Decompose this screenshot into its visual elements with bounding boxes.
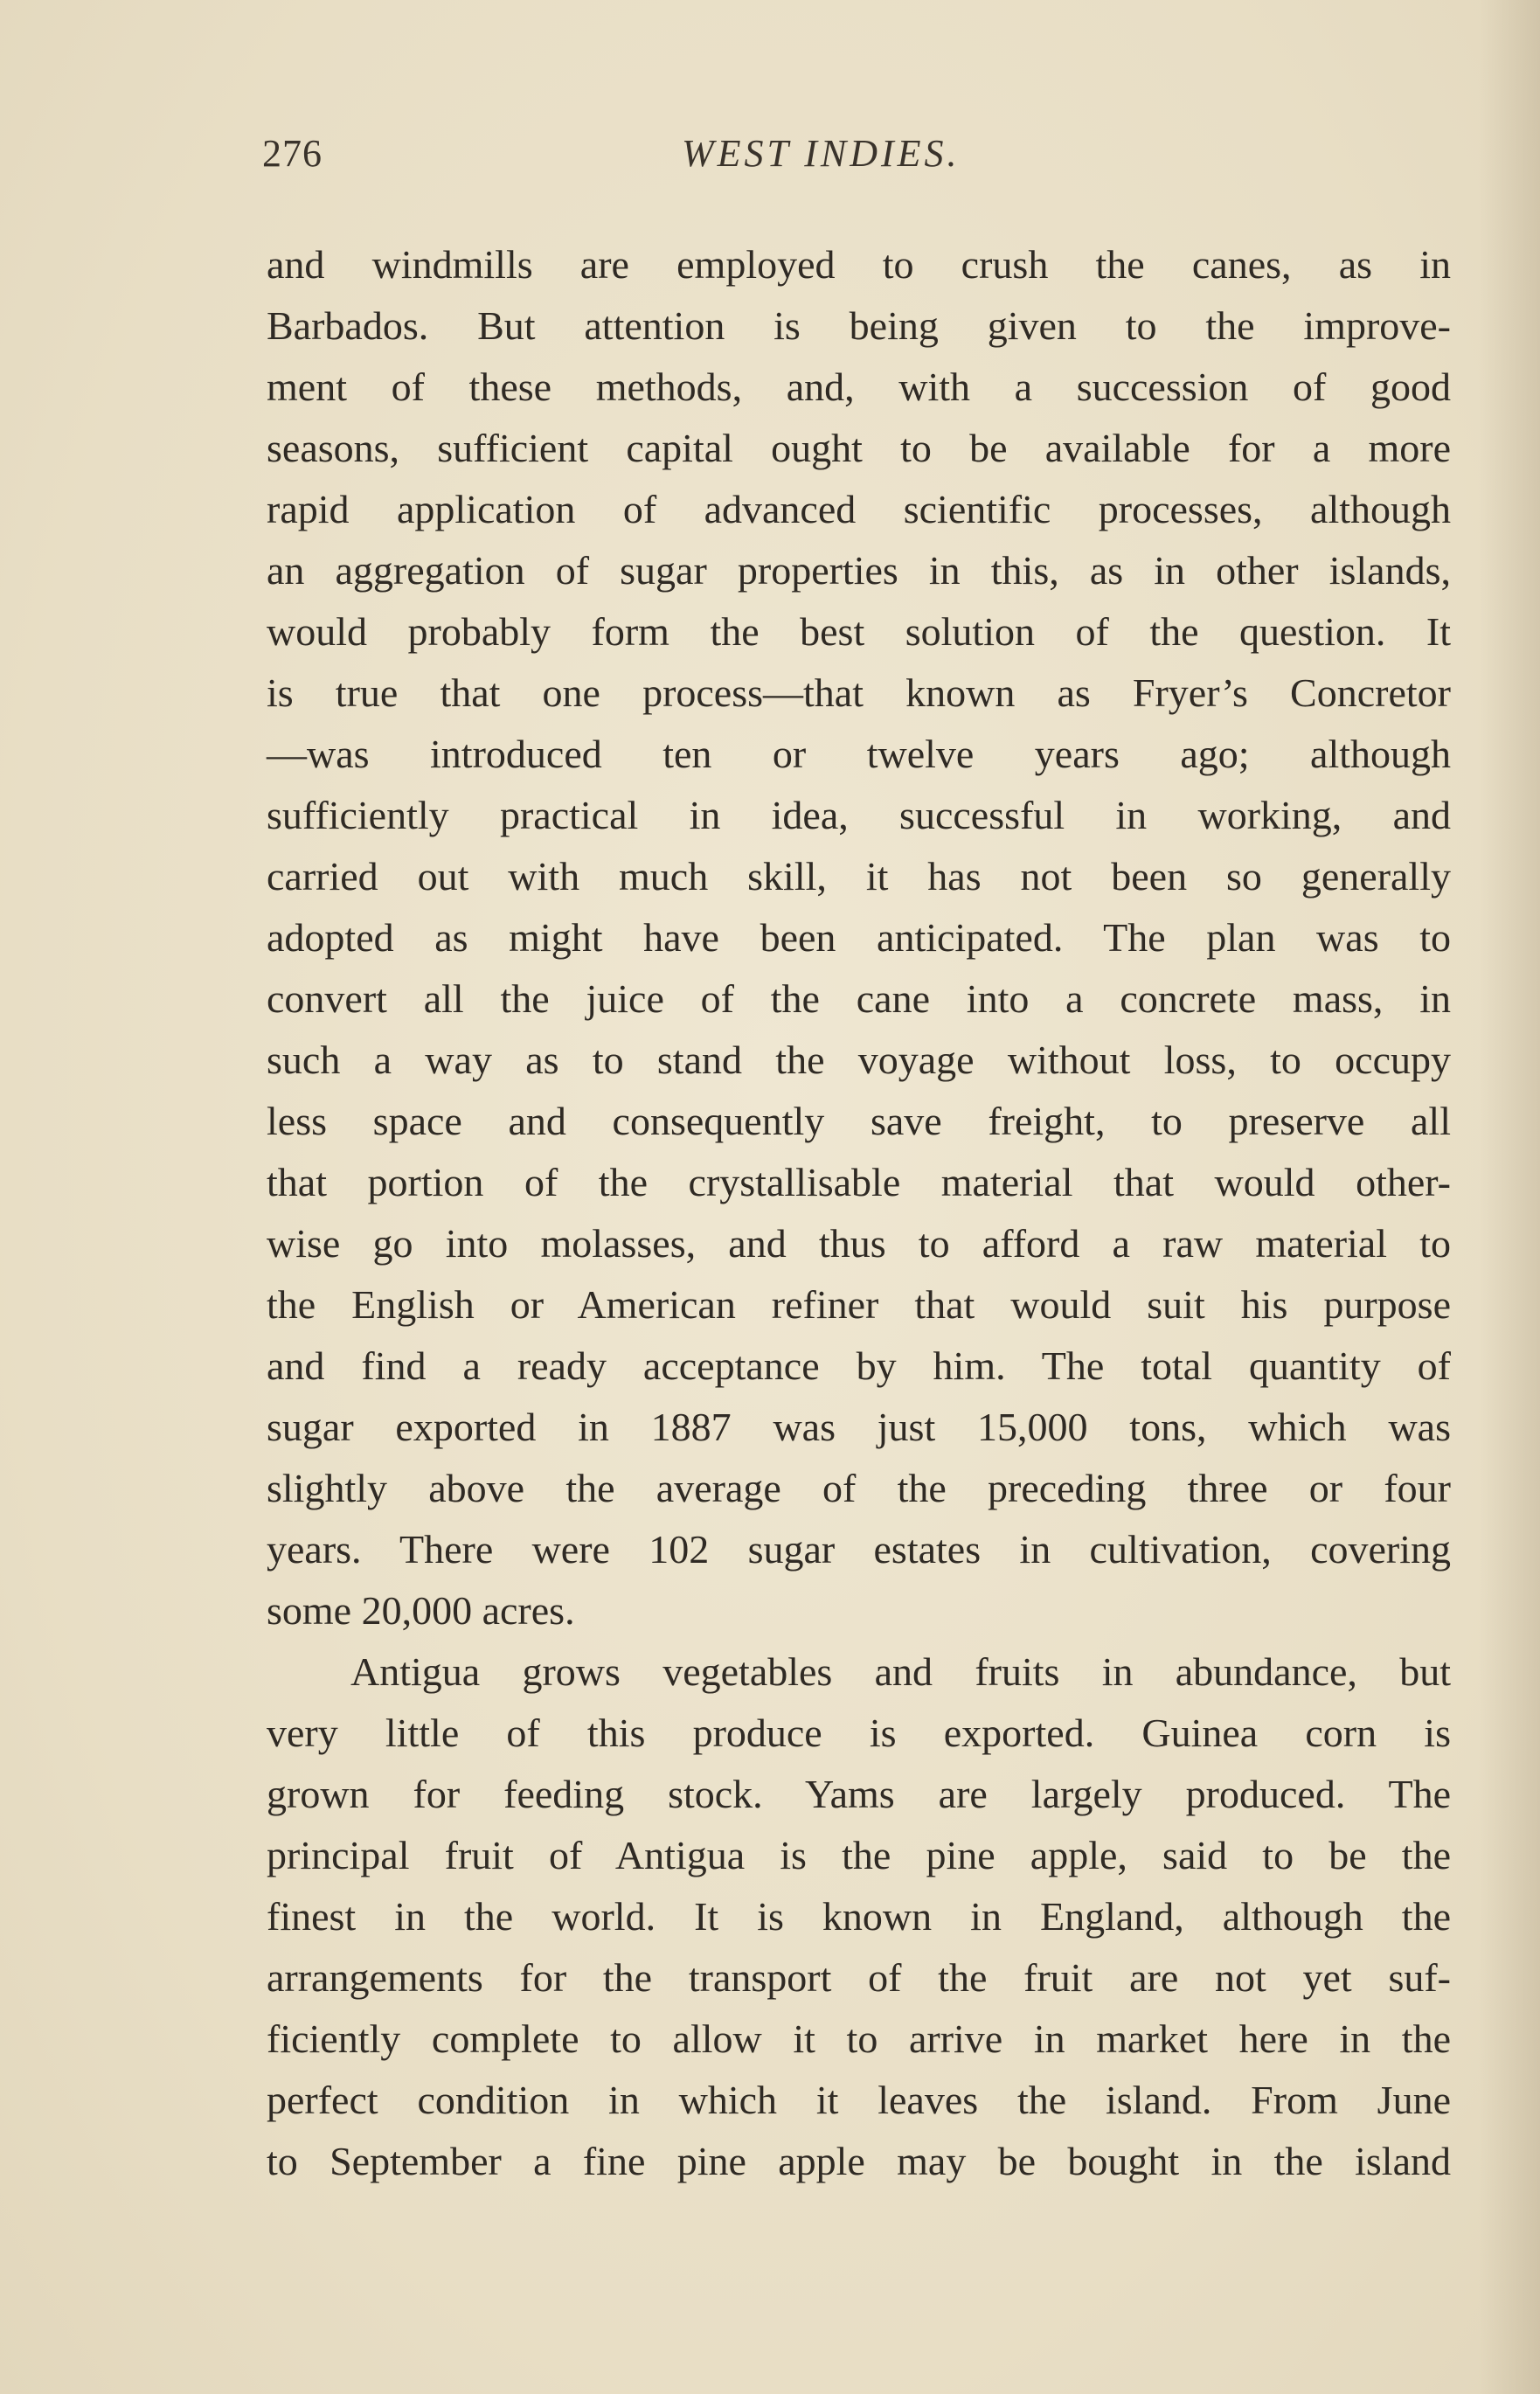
running-head	[262, 131, 1398, 192]
text-line: to September a fine pine apple may be bought in the island	[267, 2139, 1451, 2183]
text-line: convert all the juice of the cane into a concrete mass, in	[267, 976, 1451, 1021]
text-line: arrangements for the transport of the fruit are not yet suf-	[267, 1955, 1451, 2000]
text-line: principal fruit of Antigua is the pine apple, said to be the	[267, 1833, 1451, 1877]
paragraph-1	[267, 234, 1451, 1641]
text-line: sufficiently practical in idea, successful in working, and	[267, 793, 1451, 837]
text-line: Antigua grows vegetables and fruits in abundance, but	[350, 1649, 1451, 1694]
paragraph-2	[267, 1641, 1451, 2192]
text-line: seasons, sufficient capital ought to be available for a more	[267, 426, 1451, 470]
text-line: less space and consequently save freight, to preserve all	[267, 1099, 1451, 1143]
text-line: ment of these methods, and, with a succession of good	[267, 364, 1451, 409]
text-line: perfect condition in which it leaves the island. From June	[267, 2078, 1451, 2122]
text-line: and windmills are employed to crush the canes, as in	[267, 242, 1451, 287]
text-line: very little of this produce is exported. Guinea corn is	[267, 1710, 1451, 1755]
text-line: an aggregation of sugar properties in this, as in other islands,	[267, 548, 1451, 593]
text-line: that portion of the crystallisable material that would other-	[267, 1160, 1451, 1204]
text-line: grown for feeding stock. Yams are largely produced. The	[267, 1772, 1451, 1816]
text-line: Barbados. But attention is being given to the improve-	[267, 303, 1451, 348]
text-line: finest in the world. It is known in England, although the	[267, 1894, 1451, 1939]
text-line: rapid application of advanced scientific processes, although	[267, 487, 1451, 531]
page-number: 276	[262, 132, 323, 175]
text-line: is true that one process—that known as Fryer’s Concretor	[267, 670, 1451, 715]
text-line: would probably form the best solution of the question. It	[267, 609, 1451, 654]
text-line: and find a ready acceptance by him. The total quantity of	[267, 1343, 1451, 1388]
text-line: wise go into molasses, and thus to afford a raw material to	[267, 1221, 1451, 1266]
text-line: slightly above the average of the preceding three or four	[267, 1466, 1451, 1510]
text-line: carried out with much skill, it has not been so generally	[267, 854, 1451, 899]
text-line: the English or American refiner that would suit his purpose	[267, 1282, 1451, 1327]
text-line: some 20,000 acres.	[267, 1588, 575, 1633]
text-line: such a way as to stand the voyage without loss, to occupy	[267, 1037, 1451, 1082]
text-line: —was introduced ten or twelve years ago; although	[267, 732, 1451, 776]
text-line: ficiently complete to allow it to arrive in market here in the	[267, 2016, 1451, 2061]
text-line: adopted as might have been anticipated. The plan was to	[267, 915, 1451, 960]
text-line: sugar exported in 1887 was just 15,000 tons, which was	[267, 1405, 1451, 1449]
running-title: WEST INDIES.	[682, 132, 961, 175]
text-line: years. There were 102 sugar estates in cultivation, covering	[267, 1527, 1451, 1572]
body-text	[267, 234, 1451, 2192]
